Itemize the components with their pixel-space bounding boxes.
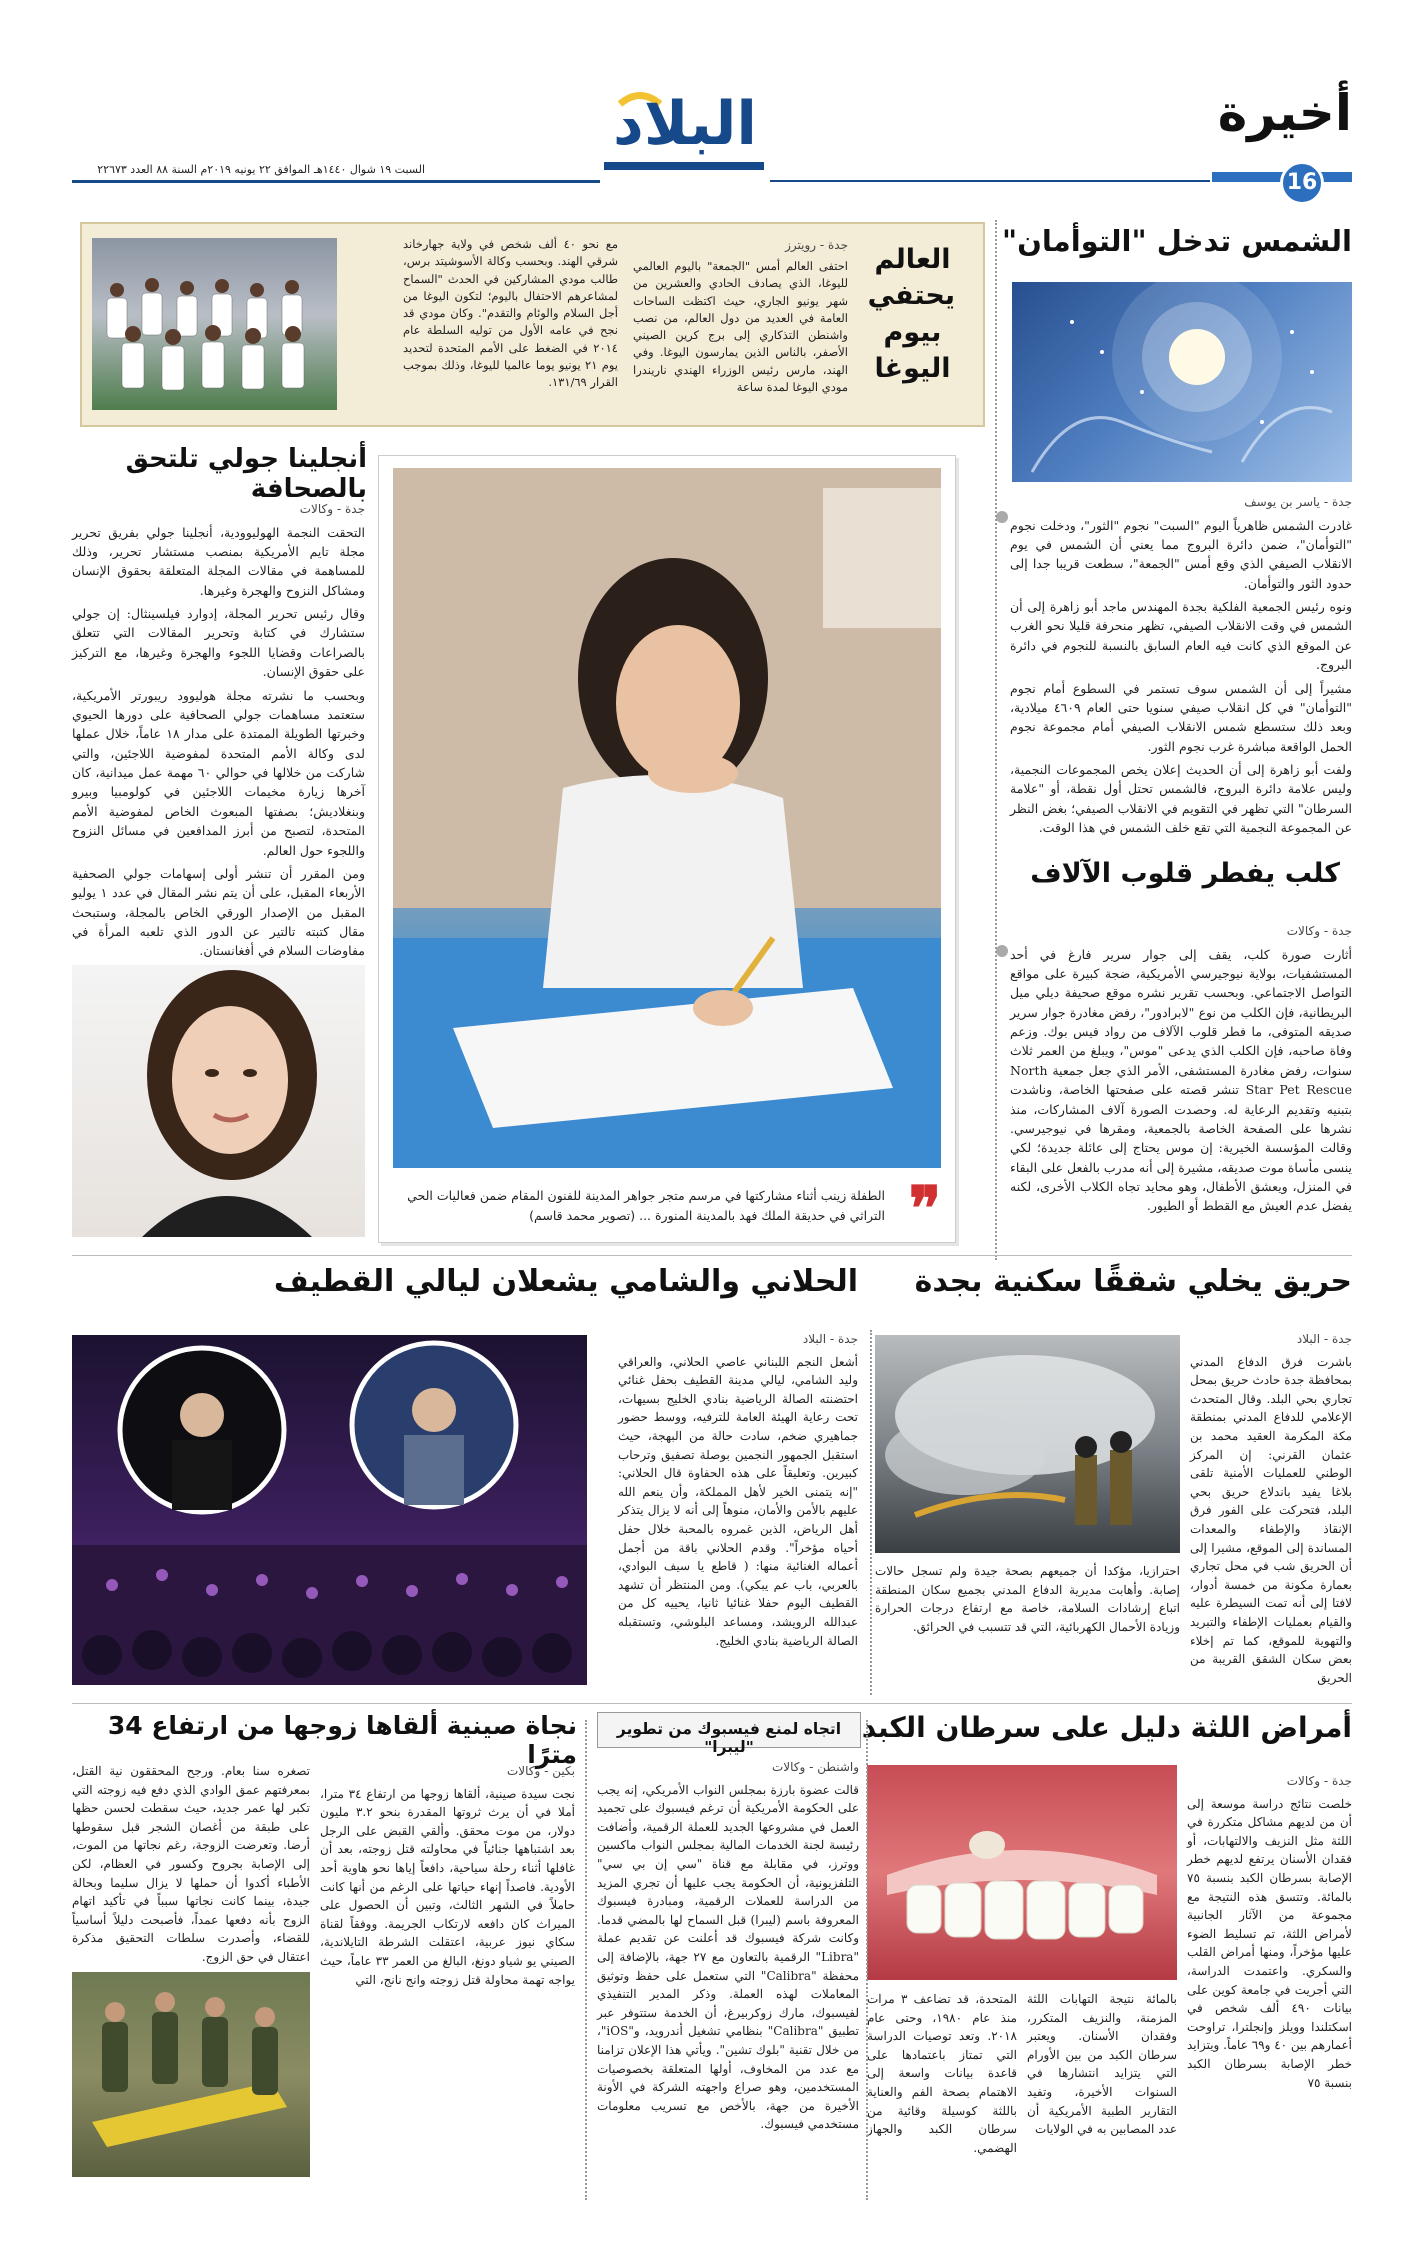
yoga-text: مع نحو ٤٠ ألف شخص في ولاية جهارخاند شرقي الهند. وبحسب وكالة الأسوشيتد برس، طالب مودي المشاركين في الحدث "السماح لمشاعرهم الاحتفال باليوم؛ لتكون اليوغا من أجل السلام والوئام والتقدم". وكان مودي قد نجح في عامه الأول من توليه السلطة عام ٢٠١٤ في الضغط على الأمم المتحدة لتحديد يوم ٢١ يونيو يوما عالميا لليوغا، وذلك بموجب القرار ١٣١/٦٩. [403,237,618,389]
gums-column-3 [867,1990,1017,2157]
header-rule [770,180,1210,182]
teeth-illustration-icon [867,1765,1177,1980]
sun-zodiac-photo [1012,282,1352,482]
facebook-article [597,1758,859,2134]
dog-article [1010,922,1352,1220]
section-divider [72,1255,1352,1256]
concert-article [618,1330,858,1650]
page-number-badge [1280,161,1324,205]
jolie-paragraph: وقال رئيس تحرير المجلة، إدوارد فيلسينثال: إن جولي ستشارك في كتابة وتحرير المقالات التي تتعلق بالصراعات وقضايا اللجوء والهجرة وغيرها، مع التركيز على حقوق الإنسان. [72,606,365,680]
chinese-column-2 [72,1762,310,1967]
jolie-article [72,500,365,965]
fire-headline: حريق يخلي شققًا سكنية بجدة [914,1264,1352,1299]
concert-illustration-icon [72,1335,587,1685]
fire-column-1 [1190,1330,1352,1687]
column-divider [870,1330,872,1695]
gums-column-2 [1027,1990,1177,2139]
concert-source: جدة - البلاد [802,1332,858,1346]
jolie-portrait-photo [72,965,365,1237]
newspaper-logo [600,82,770,177]
zodiac-illustration-icon [1012,282,1352,482]
jolie-paragraph: وبحسب ما نشرته مجلة هوليوود ريبورتر الأمريكية، ستعتمد مساهمات جولي الصحافية على دورها الحيوي وخبرتها الطويلة الممتدة على مدار ١٨ عاماً، خلال عملها لدى وكالة الأمم المتحدة لمفوضية اللاجئين، والتي شاركت من خلالها في حوالي ٦٠ مهمة عمل ميدانية، كان آخرها زيارة مخيمات اللاجئين في كولومبيا وبيرو وبنغلاديش؛ بصفتها المبعوث الخاص لمفوضية الأمم المتحدة، لتصبح من أبرز المدافعين في مسائل النزوح واللجوء حول العالم. [72,687,366,858]
sun-headline: الشمس تدخل "التوأمان" [1002,224,1352,258]
girl-drawing-photo [393,468,941,1168]
girl-illustration-icon [393,468,941,1168]
yoga-crowd-photo [92,238,337,410]
girl-photo-caption: الطفلة زينب أثناء مشاركتها في مرسم متجر جواهر المدينة للفنون المقام ضمن فعاليات الحي التراثي في حديقة الملك فهد بالمدينة المنورة ... (تصوير محمد قاسم) [407,1188,885,1223]
chinese-headline: نجاة صينية ألقاها زوجها من ارتفاع 34 مترًا [107,1711,577,1769]
yoga-title-line: يحتفي [867,280,955,312]
sun-article [1010,493,1352,842]
yoga-source: جدة - رويترز [785,238,848,252]
sun-paragraph: غادرت الشمس ظاهرياً اليوم "السبت" نجوم "الثور"، ودخلت نجوم "التوأمان"، ضمن دائرة البروج مما يعني أن الشمس في يوم الانقلاب الصيفي الذي وقع أمس "الجمعة"، سطعت قريبا جدا إلى حدود الثور والتوأمان. [1010,517,1352,591]
jolie-paragraph: ومن المقرر أن تنشر أولى إسهامات جولي الصحفية الأربعاء المقبل، على أن يتم نشر المقال في عدد ١ يوليو المقبل من الإصدار الورقي الخاص بالمجلة، وستبحث مقال كتبته تالتير عن الدور الذي تلعبه المرأة في مفاوضات السلام في أفغانستان. [72,865,365,959]
gums-source: جدة - وكالات [1286,1774,1352,1788]
yoga-title-line: بيوم [883,316,942,348]
yoga-text: احتفى العالم أمس "الجمعة" باليوم العالمي لليوغا، الذي يصادف الحادي والعشرين من شهر يونيو الجاري، حيث اكتظت الساحات العامة في العديد من دول العالم، من نصب واشنطن التذكاري إلى برج كرين الصيني الأصفر، بالناس الذين يمارسون اليوغا. وفي الهند، مارس رئيس الوزراء الهندي ناريندرا مودي اليوغا لمدة ساعة [633,259,848,394]
page-number: 16 [1286,170,1318,195]
yoga-column-2 [403,236,618,391]
jolie-paragraph: التحقت النجمة الهوليوودية، أنجلينا جولي بفريق تحرير مجلة تايم الأمريكية بمنصب مستشار تحرير، وذلك للمساهمة في مقالات المجلة المتعلقة بحقوق الإنسان ومشاكل النزوح والهجرة وغيرها. [72,524,365,598]
gums-headline: أمراض اللثة دليل على سرطان الكبد [861,1711,1352,1744]
yoga-column-1 [633,236,848,396]
dateline: السبت ١٩ شوال ١٤٤٠هـ الموافق ٢٢ يونيه ٢٠١٩م السنة ٨٨ العدد ٢٢٦٧٣ [97,163,425,176]
sun-paragraph: ونوه رئيس الجمعية الفلكية بجدة المهندس ماجد أبو زاهرة إلى أن الشمس في وقت الانقلاب الصيفي، تظهر منحرفة قليلا نحو الغرب عن الموقع الذي كانت فيه العام السابق بالنسبة للنجوم في دائرة البروج. [1010,599,1352,673]
gums-text: المتحدة، قد تضاعف ٣ مرات منذ عام ١٩٨٠، وحتى عام ٢٠١٨. وتعد توصيات الدراسة التي تمتاز باعتمادها على قاعدة بيانات واسعة إلى الاهتمام بصحة الفم والعناية باللثة كوسيلة وقائية من سرطان الكبد والجهاز الهضمي. [867,1992,1017,2155]
concert-headline: الحلاني والشامي يشعلان ليالي القطيف [273,1264,858,1299]
sun-source: جدة - ياسر بن يوسف [1244,495,1352,509]
concert-text: أشعل النجم اللبناني عاصي الحلاني، والعراقي وليد الشامي، ليالي مدينة القطيف بحفل غنائي احتضنته الصالة الرياضية بنادي الخليج بسيهات، تحت رعاية الهيئة العامة للترفيه، ووسط حضور جماهيري ضخم، سادت حالة من البهجة، حيث استقبل الجمهور النجمين بوصلة تصفيق وترحاب كبيرين. وتعليقاً على هذه الحفاوة قال الحلاني: "إنه يتمنى الخير لأهل المملكة، وأن ينعم الله عليهم بالأمن والأمان، منوهاً إلى أنه لا يزال يتذكر أهل الرياض، الذين غمروه بالمحبة خلال حفل أحياه مؤخراً". وقدم الحلاني باقة من أجمل أعماله الغنائية منها: ( قاطع يا سيف البوادي، بالعربي، باب عم يبكي). ومن المنتظر أن تشهد القطيف اليوم حفلا غنائيا ثانيا، يحييه كل من عبدالله الرويشد، ومساعد البلوشي، وتستقبله الصالة الرياضية بنادي الخليج. [618,1354,858,1648]
fire-source: جدة - البلاد [1296,1332,1352,1346]
section-divider [72,1703,1352,1704]
fire-column-2 [875,1562,1180,1636]
rescue-illustration-icon [72,1972,310,2177]
sun-paragraph: ولفت أبو زاهرة إلى أن الحديث إعلان يخص المجموعات النجمية، وليس علامة دائرة البروج، فالشمس تحتل أول نقطة، أو "علامة السرطان" التي تظهر في التقويم في الانقلاب الصيفي؛ بغض النظر عن المجموعة النجمية التي تقع خلف الشمس في هذا الوقت. [1010,762,1352,836]
chinese-source: بكين - وكالات [507,1764,575,1778]
yoga-people-illustration-icon [92,238,337,410]
dog-paragraph: أثارت صورة كلب، يقف إلى جوار سرير فارغ في أحد المستشفيات، بولاية نيوجيرسي الأمريكية، ضجة كبيرة على مواقع التواصل الاجتماعي. وبحسب تقرير نشره موقع صحيفة ديلي ميل البريطانية، فإن الكلب من نوع "لابرادور"، رفض مغادرة جوار سرير صديقه المتوفى، ما فطر قلوب الآلاف من رواد فيس بوك. وزعم وفاة صاحبه، فإن الكلب الذي يدعى "موس"، ويبلغ من العمر ثلاث سنوات، رفض مغادرة المستشفى، الأمر الذي جعل جمعية North Star Pet Rescue تنشر قصته على صفحتها الخاصة، وناشدت بتبنيه وتقديم الرعاية له. وحصدت الصورة آلاف المشاركات، منذ نشرها على الصفحة الخاصة بالجمعية، ومقرها في نيوجيرسي. وقالت المؤسسة الخيرية: إن موس يحتاج إلى عائلة جديدة؛ لكي ينسى مأساة موت صديقه، مشيرة إلى أنه مدرب بالفعل على البقاء في المنزل، ويعشق الأطفال، وهو محايد تجاه الكلاب الأخرى، لكنه يفضل عدم العيش مع القطط أو الطيور. [1010,946,1352,1214]
quote-mark-icon: ❞ [908,1174,941,1244]
chinese-text: نجت سيدة صينية، ألقاها زوجها من ارتفاع ٣٤ مترا، أملا في أن يرث ثروتها المقدرة بنحو ٣.٢ مليون دولار، من موت محقق. وألقي القبض على الرجل بعد اشتباهها جنائياً في محاولته قتل زوجته، بعد أن غافلها أثناء رحلة سياحية، دافعاً إياها نحو هاوية أحد الأودية. فاصداً إنهاء حياتها على الرغم من أنها كانت حاملاً في الشهر الثالث، وتبين أن الحصول على الميراث كان دافعه لارتكاب الجريمة. ووفقاً لقناة سكاي نيوز عربية، اعتقلت الشرطة التايلاندية، الصيني يو شياو دونغ، البالغ من العمر ٣٣ عاماً، حيث يواجه تهمة محاولة قتل زوجته وانج نانج، التي [320,1786,575,1987]
yoga-title-line: اليوغا [874,353,951,385]
dog-source: جدة - وكالات [1286,924,1352,938]
fire-text: احترازيا، مؤكدا أن جميعهم بصحة جيدة ولم تسجل حالات إصابة. وأهابت مديرية الدفاع المدني بجميع سكان المنطقة اتباع إرشادات السلامة، خاصة مع ارتفاع درجات الحرارة وزيادة الأحمال الكهربائية، التي قد تتسبب في الحرائق. [875,1564,1180,1634]
bullet-dot [996,511,1008,523]
facebook-source: واشنطن - وكالات [771,1760,859,1774]
facebook-headline-box [597,1712,861,1756]
facebook-text: قالت عضوة بارزة بمجلس النواب الأمريكي، إنه يجب على الحكومة الأمريكية أن ترغم فيسبوك على تجميد العمل في مشروعها الجديد للعملة الرقمية، وأضافت رئيسة لجنة الخدمات المالية بمجلس النواب ماكسين ووترز، في مقابلة مع قناة "سي إن بي سي" التلفزيونية، أن الحكومة يجب عليها أن تجري المزيد من الدراسة للعملات الرقمية، ومبادرة فيسبوك المعروفة باسم (ليبرا) قبل السماح لها بالمضي قدما. وكانت شركة فيسبوك قد أعلنت عن تقديم عملة "Libra" الرقمية بالتعاون مع ٢٧ جهة، بالإضافة إلى محفظة "Calibra" التي ستعمل على حفظ وتوثيق المعاملات لهذه العملة. وذكر المدير التنفيذي لفيسبوك، مارك زوكربيرغ، أن الخدمة ستتوفر عبر تطبيق "Calibra" بنظامي تشغيل أندرويد، و"iOS"، من خلال تقنية "بلوك تشين". ويأتي هذا الإعلان تزامنا مع عدد من المخاوف، أولها المتعلقة بخصوصيات المستخدمين، وهو صراع واجهته الشركة في الأونة الأخيرة من جهة، بالأخص مع تسريب معلومات مستخدمي فيسبوك. [597,1782,860,2132]
jolie-headline: أنجلينا جولي تلتحق بالصحافة [125,444,367,504]
sun-paragraph: مشيراً إلى أن الشمس سوف تستمر في السطوع أمام نجوم "التوأمان" في كل انقلاب صيفي سنويا حتى العام ٤٦٠٩ ميلادية، وبعد ذلك ستسطع شمس الانقلاب الصيفي أمام مجموعة نجوم الحمل الواقعة مباشرة غرب نجوم الثور. [1010,680,1352,754]
chinese-text: تصغره سنا بعام. ورجح المحققون نية القتل، بمعرفتهم عمق الوادي الذي دفع فيه زوجته التي تكبر لها عمر جديد، حيث سقطت لحسن حظها على طبقة من أغصان الشجر قبل سقوطها أرضا. وتعرضت الزوجة، رغم نجاتها من الموت، إلى الإصابة بجروح وكسور في العظام، لكن الأطباء أكدوا أن حملها لا يزال سليما وبحالة جيدة، بينما كانت نجاتها سبباً في تأكيد اتهام الزوج بأنه دفعها عمداً، فأصبحت دليلاً أساسياً للقضاء، وأصدرت سلطات التحقيق مذكرة اعتقال في حق الزوج. [72,1764,310,1964]
dog-headline: كلب يفطر قلوب الآلاف [1030,858,1340,889]
gums-column-1 [1187,1772,1352,2092]
jolie-source: جدة - وكالات [299,502,365,516]
dateline-rule [72,180,600,183]
chinese-column-1 [320,1762,575,1989]
firefighters-illustration-icon [875,1335,1180,1553]
column-divider [585,1720,587,2200]
concert-photo [72,1335,587,1685]
section-title: أخيرة [1217,84,1352,142]
fire-text: باشرت فرق الدفاع المدني بمحافظة جدة حادث حريق بمحل تجاري بحي البلد. وقال المتحدث الإعلامي للدفاع المدني بمنطقة مكة المكرمة العقيد محمد بن عثمان القرني: إن المركز الوطني للعمليات الأمنية تلقى بلاغا يفيد باندلاع حريق بحي البلد، فتحركت على الفور فرق الإنقاذ والإطفاء والمعدات المساندة إلى الموقع، مشيرا إلى أن الحريق شب في محل تجاري بعمارة مكونة من خمسة أدوار، لافتا إلى أنه تمت السيطرة عليه والقيام بعمليات الإطفاء والتبريد والتهوية للموقع، كما تم إخلاء بعض سكان الشقق القريبة من الحريق [1190,1354,1352,1685]
gums-text: بالمائة نتيجة التهابات اللثة المزمنة، والنزيف المتكرر، وفقدان الأسنان. ويعتبر سرطان الكبد من بين الأورام التي يتزايد انتشارها في السنوات الأخيرة، وتفيد التقارير الطبية الأمريكية أن عدد المصابين به في الولايات [1027,1992,1177,2137]
rescue-photo [72,1972,310,2177]
gums-photo [867,1765,1177,1980]
jolie-illustration-icon [72,965,365,1237]
fire-smoke-photo [875,1335,1180,1553]
bullet-dot [996,945,1008,957]
yoga-title-line: العالم [874,244,951,275]
masthead [0,0,1420,200]
yoga-box [80,222,985,427]
yoga-headline [867,242,955,388]
gums-text: خلصت نتائج دراسة موسعة إلى أن من لديهم مشاكل متكررة في اللثة مثل النزيف والالتهابات، أو فقدان الأسنان يرتفع لديهم خطر الإصابة بسرطان الكبد بنسبة ٧٥ بالمائة. وتتسق هذه النتيجة مع مجموعة من الآثار الجانبية لأمراض اللثة، تم تسليط الضوء عليها مؤخراً، ومنها أمراض القلب والسكري. واعتمدت الدراسة، التي أجريت في جامعة كوين على بيانات ٤٩٠ ألف شخص في اسكتلندا وويلز وإنجلترا، تراوحت أعمارهم بين ٤٠ و٦٩ عاماً. ويتزايد خطر الإصابة بسرطان الكبد بنسبة ٧٥ [1186,1796,1352,2090]
logo-text: البلاد [613,89,757,159]
facebook-headline: اتجاه لمنع فيسبوك من تطوير "ليبرا" [616,1720,842,1756]
column-divider [995,220,997,1260]
girl-photo-frame [378,455,956,1243]
column-divider [866,1720,868,2200]
